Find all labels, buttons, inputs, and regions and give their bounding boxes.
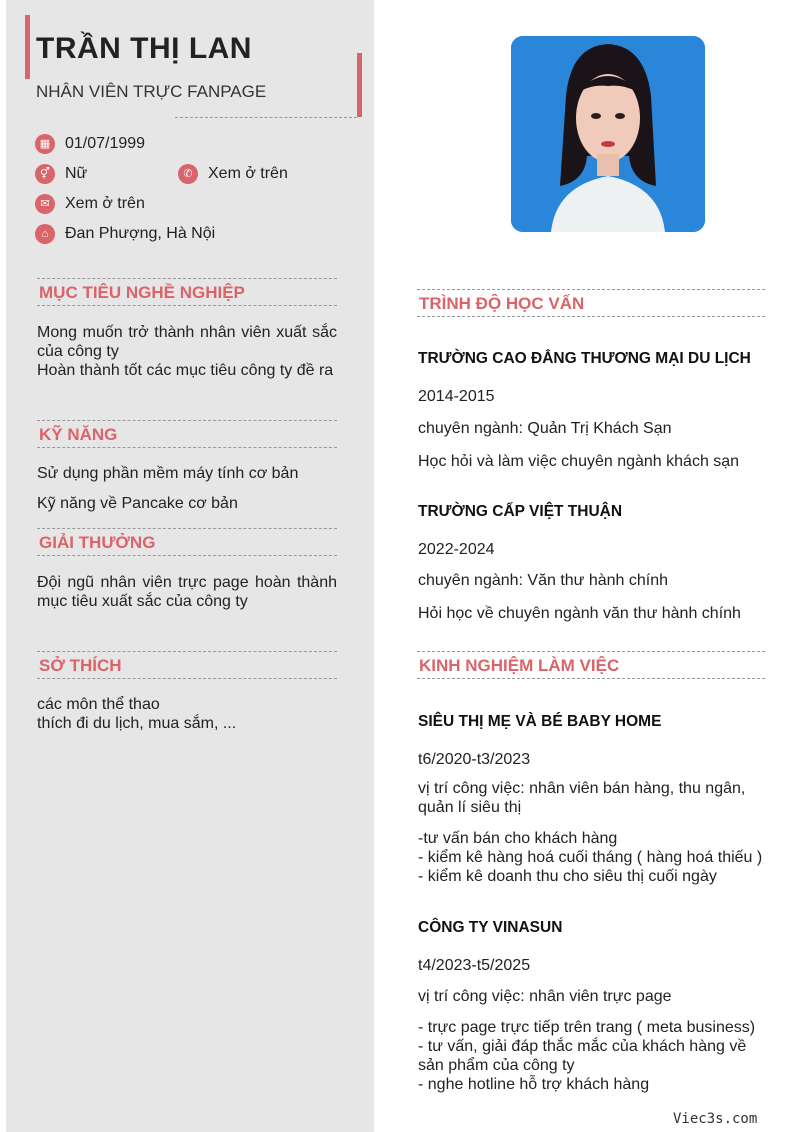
work-duties [418, 829, 778, 886]
skill-item: Sử dụng phần mềm máy tính cơ bản [37, 465, 299, 482]
hobby-line: thích đi du lịch, mua sắm, ... [37, 715, 237, 732]
awards-text: Đội ngũ nhân viên trực page hoàn thành mục tiêu xuất sắc của công ty [37, 574, 337, 610]
objective-line: Hoàn thành tốt các mục tiêu công ty đề ra [37, 362, 334, 379]
footer-watermark: Viec3s.com [673, 1111, 758, 1127]
education-years: 2022-2024 [418, 541, 495, 558]
section-heading-experience: KINH NGHIỆM LÀM VIỆC [417, 651, 765, 679]
email: Xem ở trên [65, 195, 145, 212]
gender-icon: ⚥ [35, 164, 55, 184]
profile-photo [511, 36, 705, 232]
home-icon: ⌂ [35, 224, 55, 244]
duty-item: -tư vấn bán cho khách hàng [418, 830, 618, 847]
section-heading-skills: KỸ NĂNG [37, 420, 337, 448]
section-heading-objective: MỤC TIÊU NGHỀ NGHIỆP [37, 278, 337, 306]
work-period: t4/2023-t5/2025 [418, 957, 531, 974]
company-name: SIÊU THỊ MẸ VÀ BÉ BABY HOME [418, 713, 662, 730]
divider [175, 117, 357, 118]
section-heading-awards: GIẢI THƯỞNG [37, 528, 337, 556]
accent-bar-left [25, 15, 30, 79]
gender: Nữ [65, 165, 88, 182]
duty-item: - nghe hotline hỗ trợ khách hàng [418, 1076, 650, 1093]
work-period: t6/2020-t3/2023 [418, 751, 531, 768]
duty-item: - tư vấn, giải đáp thắc mắc của khách hàng về sản phẩm của công ty [418, 1038, 747, 1074]
accent-bar-right [357, 53, 362, 117]
hobby-line: các môn thể thao [37, 696, 160, 713]
school-name: TRƯỜNG CẤP VIỆT THUẬN [418, 503, 623, 520]
phone: Xem ở trên [208, 165, 288, 182]
skill-item: Kỹ năng về Pancake cơ bản [37, 495, 238, 512]
objective-line: Mong muốn trở thành nhân viên xuất sắc của công ty [37, 324, 337, 360]
duty-item: - kiểm kê doanh thu cho siêu thị cuối ngày [418, 868, 717, 885]
work-role: vị trí công việc: nhân viên trực page [418, 988, 672, 1005]
education-desc: Hỏi học về chuyên ngành văn thư hành chính [418, 605, 741, 622]
address: Đan Phượng, Hà Nội [65, 225, 216, 242]
email-icon: ✉ [35, 194, 55, 214]
work-role: vị trí công việc: nhân viên bán hàng, thu ngân, quản lí siêu thị [418, 780, 746, 816]
phone-icon: ✆ [178, 164, 198, 184]
calendar-icon: ▦ [35, 134, 55, 154]
education-major: chuyên ngành: Quản Trị Khách Sạn [418, 420, 672, 437]
job-title: NHÂN VIÊN TRỰC FANPAGE [36, 82, 267, 101]
school-name: TRƯỜNG CAO ĐẲNG THƯƠNG MẠI DU LỊCH [418, 350, 751, 367]
duty-item: - trực page trực tiếp trên trang ( meta business) [418, 1019, 756, 1036]
section-heading-education: TRÌNH ĐỘ HỌC VẤN [417, 289, 765, 317]
company-name: CÔNG TY VINASUN [418, 919, 563, 936]
objective-text [37, 323, 337, 380]
education-major: chuyên ngành: Văn thư hành chính [418, 572, 669, 589]
section-heading-hobbies: SỞ THÍCH [37, 651, 337, 679]
education-years: 2014-2015 [418, 388, 495, 405]
education-desc: Học hỏi và làm việc chuyên ngành khách sạn [418, 453, 740, 470]
candidate-name: TRẦN THỊ LAN [36, 32, 252, 65]
portrait-image [511, 36, 705, 232]
birthday: 01/07/1999 [65, 135, 146, 152]
work-duties [418, 1018, 768, 1094]
duty-item: - kiểm kê hàng hoá cuối tháng ( hàng hoá thiếu ) [418, 849, 763, 866]
